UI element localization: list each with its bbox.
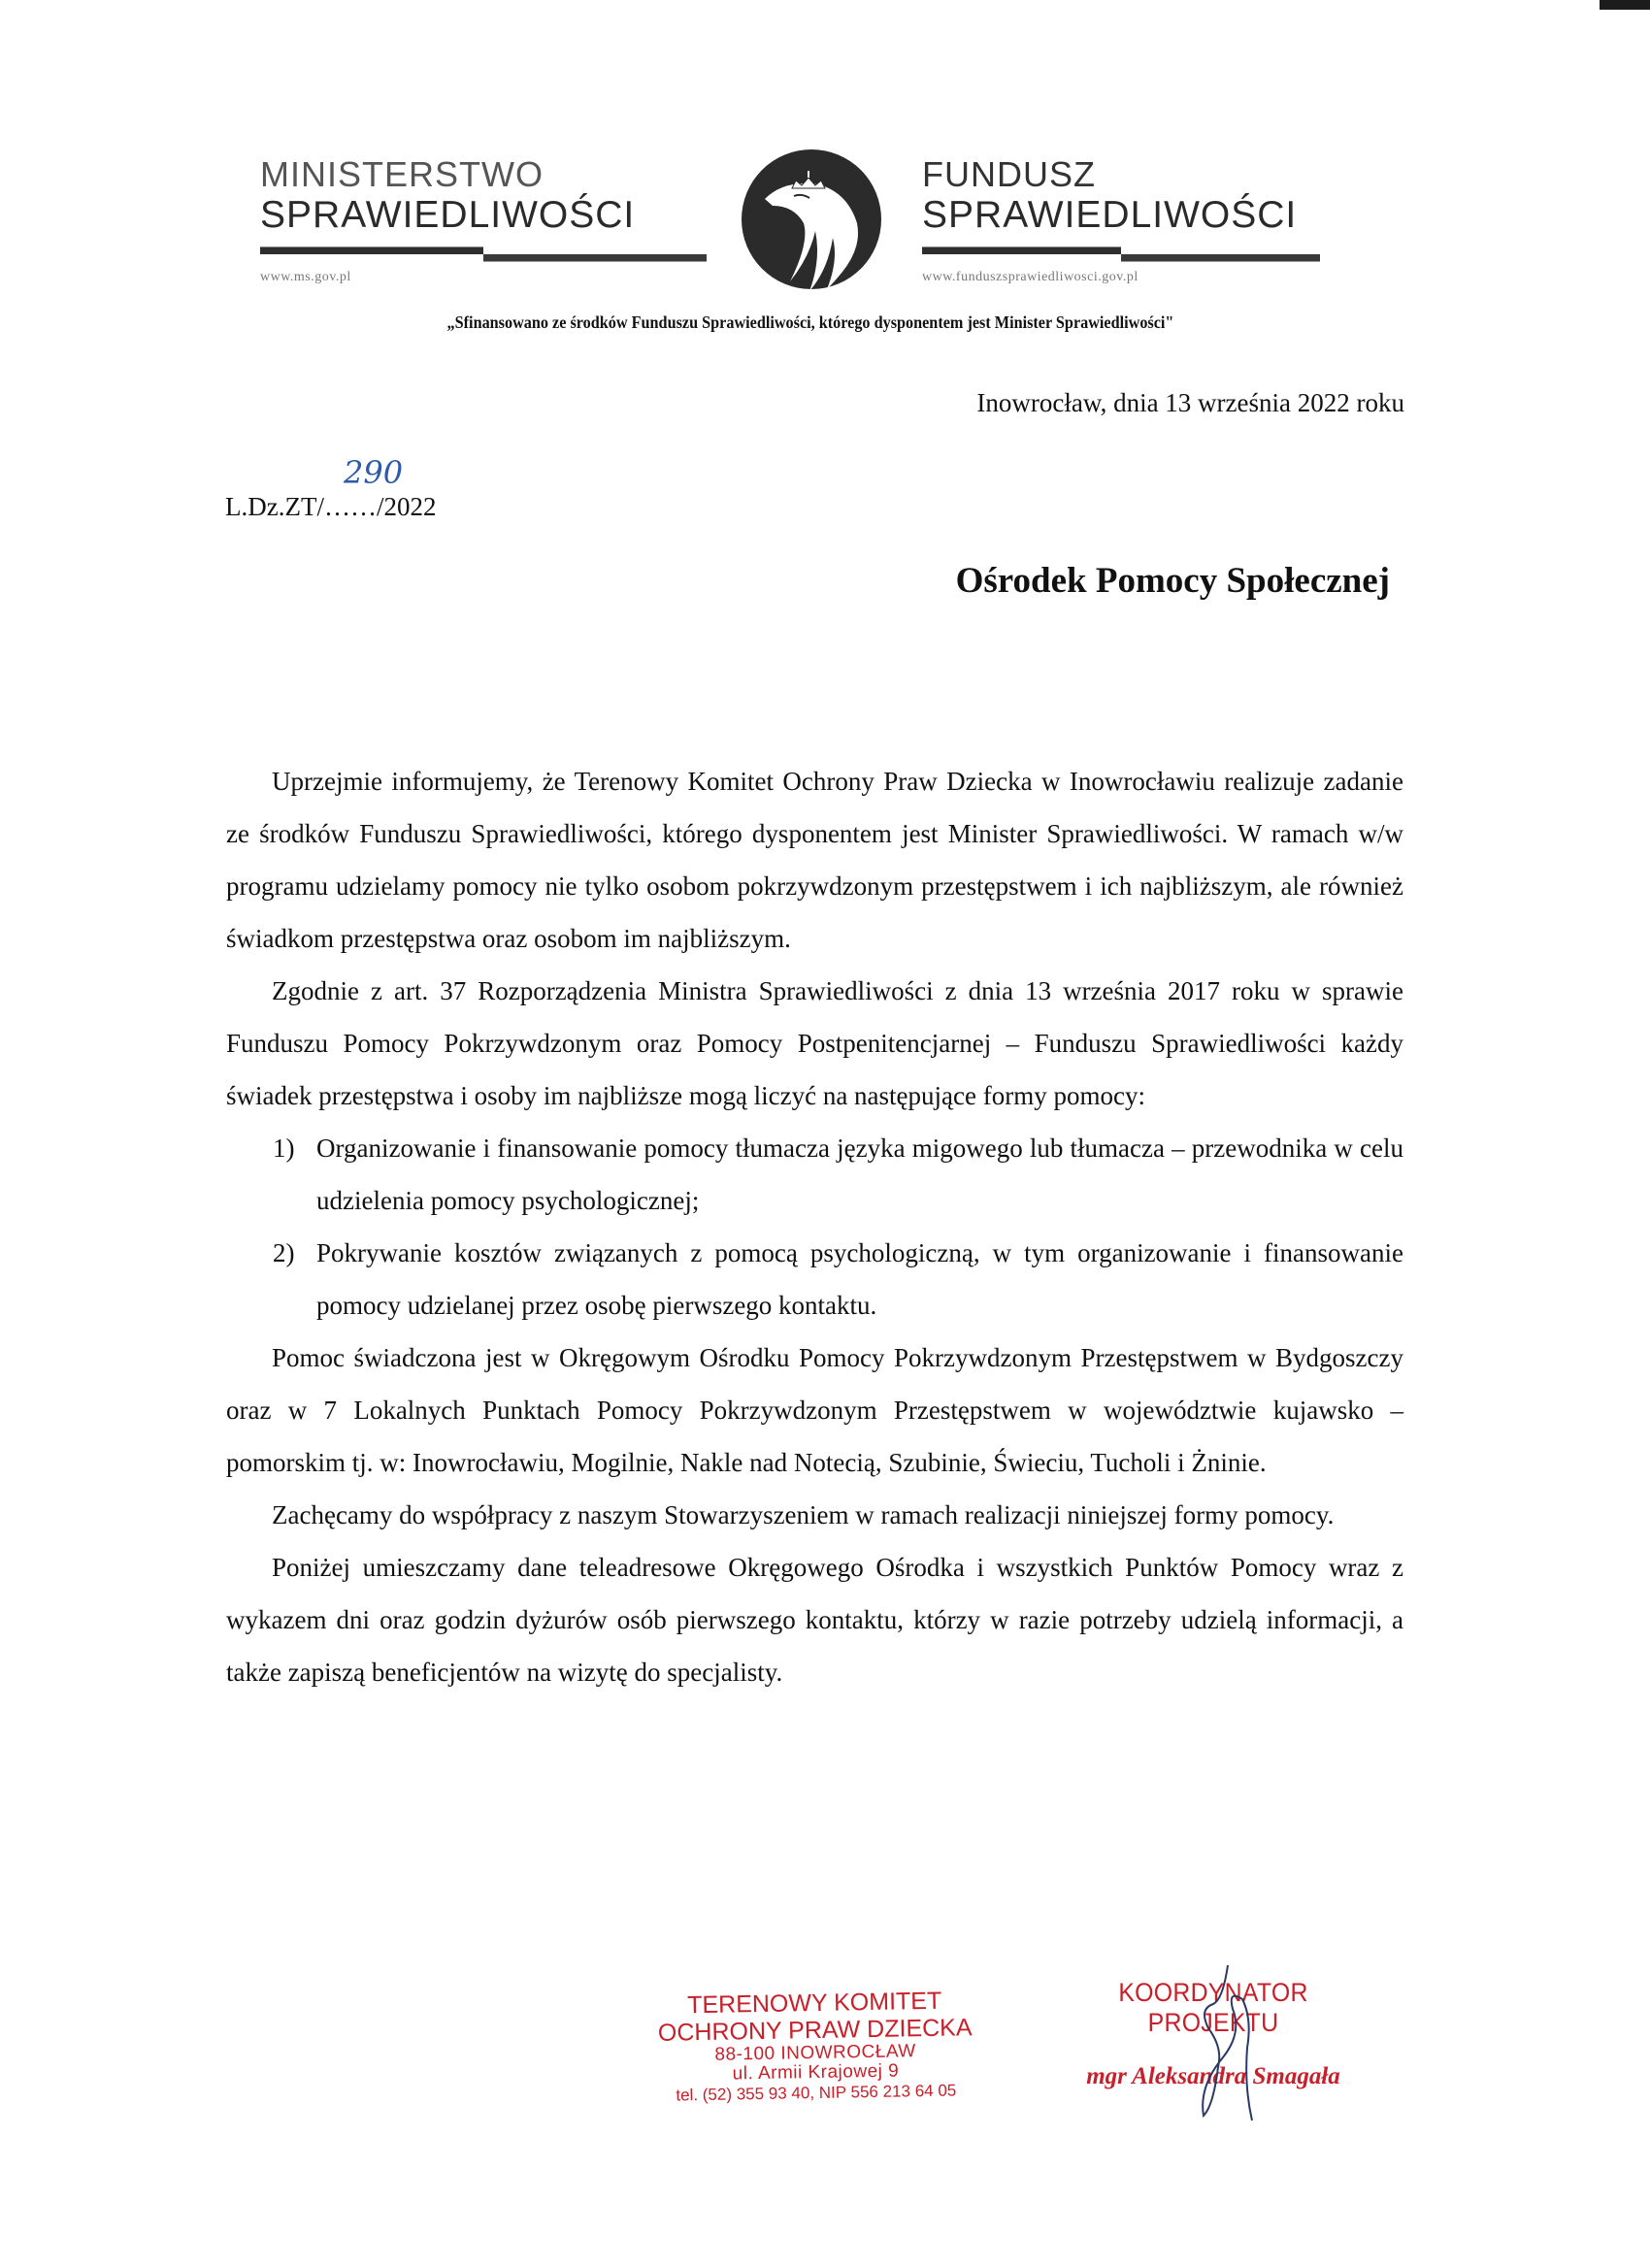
handwritten-signature-icon: [1184, 1960, 1271, 2125]
ministry-logo-line2: SPRAWIEDLIWOŚCI: [260, 194, 636, 236]
list-item-text: Pokrywanie kosztów związanych z pomocą psychologiczną, w tym organizowanie i finansowanie pomocy udzielanej przez osobę pierwszego kontaktu.: [316, 1238, 1403, 1320]
crowned-eagle-icon: [726, 146, 891, 291]
place-and-date: Inowrocław, dnia 13 września 2022 roku: [976, 388, 1404, 417]
stamp-line: 88-100 INOWROCŁAW: [714, 2041, 916, 2065]
paragraph-legal-basis: Zgodnie z art. 37 Rozporządzenia Ministra Sprawiedliwości z dnia 13 września 2017 roku w sprawie Funduszu Pomocy Pokrzywdzonym oraz Pomocy Postpenitencjarnej – Funduszu Sprawiedliwości każdy świadek przestępstwa i osoby im najbliższe mogą liczyć na następujące formy pomocy:: [226, 976, 1403, 1110]
paragraph-cooperation: Zachęcamy do współpracy z naszym Stowarzyszeniem w ramach realizacji niniejszej formy pomocy.: [272, 1500, 1335, 1529]
recipient: Ośrodek Pomocy Społecznej: [955, 561, 1390, 601]
stamp-line: ul. Armii Krajowej 9: [732, 2060, 900, 2085]
list-item-number: 2): [273, 1238, 295, 1267]
scan-edge-mark: [1600, 0, 1650, 10]
paragraph-intro: Uprzejmie informujemy, że Terenowy Komitet Ochrony Praw Dziecka w Inowrocławiu realizuje zadanie ze środków Funduszu Sprawiedliwości, którego dysponentem jest Minister Sprawiedliwości. W ramach w/w programu udzielamy pomocy nie tylko osobom pokrzywdzonym przestępstwem i ich najbliższym, ale również świadkom przestępstwa oraz osobom im najbliższym.: [226, 767, 1403, 953]
ministry-logo-line1: MINISTERSTWO: [260, 154, 544, 194]
stamp-line: OCHRONY PRAW DZIECKA: [657, 2014, 973, 2047]
handwritten-reference-number: 290: [344, 454, 404, 491]
letter-body: [226, 755, 1403, 1698]
ministry-logo: [260, 155, 707, 285]
list-item-number: 1): [273, 1134, 295, 1163]
fund-logo-stripe: [922, 247, 1330, 264]
stamp-line: tel. (52) 355 93 40, NIP 556 213 64 05: [676, 2081, 957, 2105]
stamp-line: TERENOWY KOMITET: [686, 1987, 942, 2020]
paragraph-locations: Pomoc świadczona jest w Okręgowym Ośrodku Pomocy Pokrzywdzonym Przestępstwem w Bydgoszczy oraz w 7 Lokalnych Punktach Pomocy Pokrzywdzonym Przestępstwem w województwie kujawsko – pomorskim tj. w: Inowrocławiu, Mogilnie, Nakle nad Notecią, Szubinie, Świeciu, Tucholi i Żninie.: [226, 1343, 1403, 1477]
list-item-text: Organizowanie i finansowanie pomocy tłumacza języka migowego lub tłumacza – przewodnika w celu udzielenia pomocy psychologicznej;: [316, 1134, 1403, 1215]
reference-number: L.Dz.ZT/……/2022: [225, 492, 437, 521]
paragraph-contacts: Poniżej umieszczamy dane teleadresowe Okręgowego Ośrodka i wszystkich Punktów Pomocy wraz z wykazem dni oraz godzin dyżurów osób pierwszego kontaktu, którzy w razie potrzeby udzielą informacji, a także zapiszą beneficjentów na wizytę do specjalisty.: [226, 1553, 1403, 1687]
list-item: [226, 1122, 1403, 1227]
ministry-logo-stripe: [260, 247, 707, 264]
fund-logo-line2: SPRAWIEDLIWOŚCI: [922, 194, 1298, 236]
list-item: [226, 1227, 1403, 1331]
coordinator-title: KOORDYNATOR PROJEKTU: [1118, 1978, 1308, 2037]
ministry-url: www.ms.gov.pl: [260, 270, 351, 284]
fund-logo: [922, 155, 1330, 285]
coordinator-name: mgr Aleksandra Smagała: [1086, 2063, 1340, 2089]
fund-url: www.funduszsprawiedliwosci.gov.pl: [922, 270, 1138, 284]
organization-stamp: [635, 1987, 996, 2107]
funding-note: „Sfinansowano ze środków Funduszu Sprawiedliwości, którego dysponentem jest Minister Sprawiedliwości": [446, 312, 1174, 332]
fund-logo-line1: FUNDUSZ: [922, 154, 1096, 194]
